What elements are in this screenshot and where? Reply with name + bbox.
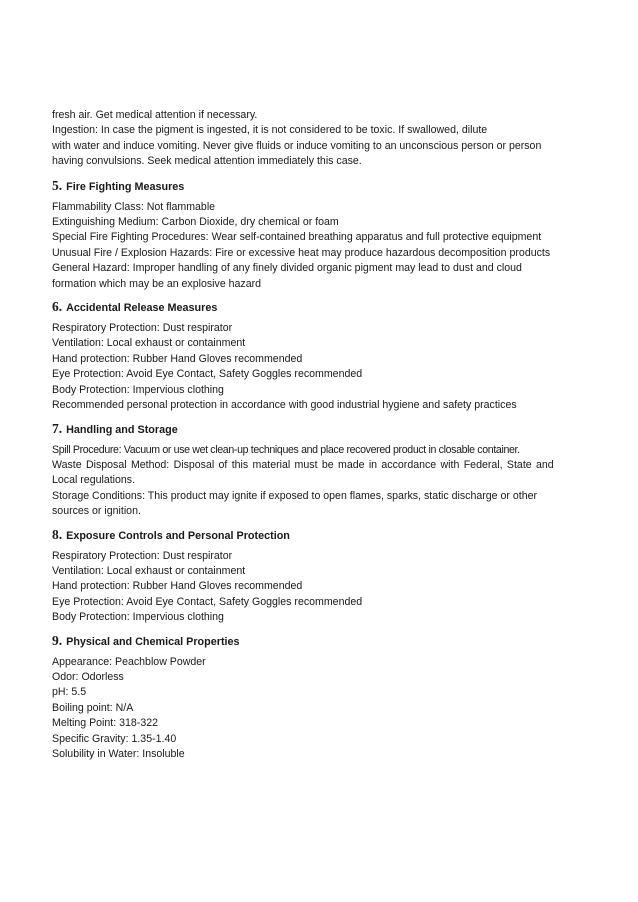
text-line: Recommended personal protection in accordance with good industrial hygiene and safety practices [52, 399, 517, 412]
text-line: Respiratory Protection: Dust respirator [52, 322, 233, 335]
section-number: 7. [52, 420, 63, 436]
text-line: having convulsions. Seek medical attention immediately this case. [52, 155, 362, 168]
section-fire-fighting [52, 177, 568, 292]
text-line: Ventilation: Local exhaust or containment [52, 564, 246, 577]
section-heading [52, 177, 568, 196]
section-number: 9. [52, 632, 63, 648]
section-accidental-release [52, 298, 568, 413]
section-title: Accidental Release Measures [66, 302, 218, 315]
text-line: Special Fire Fighting Procedures: Wear self-contained breathing apparatus and full protective equipment [52, 231, 542, 244]
section-heading [52, 632, 568, 651]
text-line: formation which may be an explosive hazard [52, 277, 262, 290]
text-line: Spill Procedure: Vacuum or use wet clean-up techniques and place recovered product in closable container. [52, 443, 520, 456]
section-handling-storage [52, 420, 568, 520]
text-line: Flammability Class: Not flammable [52, 200, 216, 213]
text-line: General Hazard: Improper handling of any finely divided organic pigment may lead to dust and cloud [52, 262, 522, 275]
text-line: sources or ignition. [52, 505, 141, 518]
text-line: Unusual Fire / Explosion Hazards: Fire or excessive heat may produce hazardous decomposition products [52, 246, 551, 259]
text-line: Ventilation: Local exhaust or containment [52, 337, 246, 350]
section-number: 6. [52, 299, 63, 315]
section-title: Fire Fighting Measures [66, 180, 185, 193]
section-title: Handling and Storage [66, 423, 178, 436]
text-line: Body Protection: Impervious clothing [52, 383, 224, 396]
text-line: Hand protection: Rubber Hand Gloves recommended [52, 352, 303, 365]
section-exposure-controls [52, 526, 568, 626]
text-line: Melting Point: 318-322 [52, 717, 159, 730]
text-line: Extinguishing Medium: Carbon Dioxide, dry chemical or foam [52, 216, 339, 229]
text-line: Boiling point: N/A [52, 701, 134, 714]
text-line: Local regulations. [52, 474, 136, 487]
first-aid-continuation [52, 108, 568, 170]
text-line: Eye Protection: Avoid Eye Contact, Safety Goggles recommended [52, 595, 363, 608]
text-line: Respiratory Protection: Dust respirator [52, 549, 233, 562]
text-line: Specific Gravity: 1.35-1.40 [52, 732, 177, 745]
text-line: pH: 5.5 [52, 686, 87, 699]
text-line: Eye Protection: Avoid Eye Contact, Safety Goggles recommended [52, 368, 363, 381]
text-line: Ingestion: In case the pigment is ingested, it is not considered to be toxic. If swallowed, dilute [52, 124, 488, 137]
section-heading [52, 298, 568, 317]
section-title: Exposure Controls and Personal Protection [66, 529, 290, 542]
section-heading [52, 526, 568, 545]
text-line: Body Protection: Impervious clothing [52, 611, 224, 624]
text-line: Odor: Odorless [52, 670, 124, 683]
section-number: 5. [52, 177, 63, 193]
document-page [52, 108, 568, 768]
text-line: Solubility in Water: Insoluble [52, 748, 185, 760]
text-line: Storage Conditions: This product may ignite if exposed to open flames, sparks, static discharge or other [52, 489, 538, 502]
section-title: Physical and Chemical Properties [66, 635, 240, 648]
text-line: with water and induce vomiting. Never give fluids or induce vomiting to an unconscious person or person [52, 139, 542, 152]
text-line: Waste Disposal Method: Disposal of this material must be made in accordance with Federal, State and [52, 458, 554, 471]
text-line: Hand protection: Rubber Hand Gloves recommended [52, 580, 303, 593]
section-number: 8. [52, 526, 63, 542]
text-line: Appearance: Peachblow Powder [52, 655, 206, 668]
section-physical-chemical [52, 632, 568, 763]
section-heading [52, 420, 568, 439]
text-line: fresh air. Get medical attention if necessary. [52, 109, 258, 121]
